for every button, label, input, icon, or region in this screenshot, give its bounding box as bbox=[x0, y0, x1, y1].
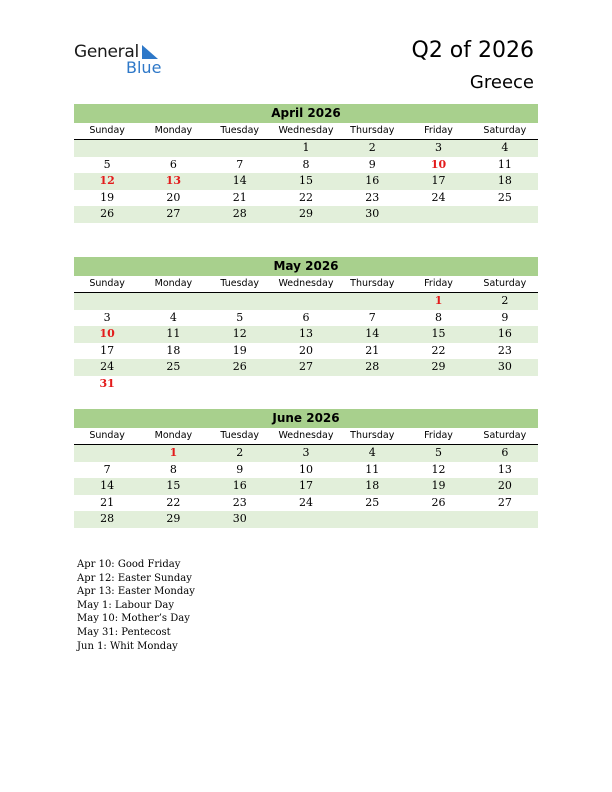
week-row bbox=[74, 293, 538, 310]
weekday-label: Wednesday bbox=[278, 430, 334, 441]
month-title: June 2026 bbox=[74, 409, 538, 428]
date-cell: 4 bbox=[501, 141, 509, 154]
date-cell bbox=[405, 511, 471, 528]
weekday-label: Tuesday bbox=[220, 430, 260, 441]
date-cell: 20 bbox=[298, 343, 313, 357]
date-cell: 18 bbox=[365, 479, 380, 492]
date-cell bbox=[472, 511, 538, 528]
date-cell: 12 bbox=[232, 327, 247, 340]
date-cell bbox=[405, 206, 471, 223]
weekday-label: Monday bbox=[154, 430, 193, 441]
date-cell: 3 bbox=[435, 141, 443, 154]
holiday-entry: Apr 13: Easter Monday bbox=[77, 586, 195, 598]
date-cell: 11 bbox=[497, 157, 512, 171]
date-cell bbox=[74, 140, 140, 157]
week-row bbox=[74, 445, 538, 462]
date-cell bbox=[140, 293, 206, 310]
date-cell: 11 bbox=[365, 462, 380, 476]
holiday-date-cell: 1 bbox=[169, 446, 178, 459]
date-cell: 8 bbox=[302, 157, 310, 171]
date-cell: 24 bbox=[298, 495, 313, 509]
date-cell: 26 bbox=[431, 495, 446, 509]
date-cell bbox=[472, 206, 538, 223]
holiday-entry: Apr 12: Easter Sunday bbox=[77, 572, 192, 584]
holiday-date-cell: 10 bbox=[99, 327, 115, 340]
date-cell: 17 bbox=[431, 174, 446, 187]
date-cell: 2 bbox=[368, 141, 376, 154]
weekday-label: Saturday bbox=[483, 430, 527, 441]
weekday-label: Thursday bbox=[350, 430, 395, 441]
date-cell: 4 bbox=[169, 310, 177, 324]
weekday-label: Sunday bbox=[89, 430, 125, 441]
date-cell bbox=[405, 376, 471, 393]
date-cell: 10 bbox=[298, 462, 313, 476]
week-row bbox=[74, 511, 538, 528]
date-cell: 27 bbox=[166, 207, 181, 220]
date-cell: 9 bbox=[236, 462, 244, 476]
holiday-entry: May 31: Pentecost bbox=[77, 626, 171, 638]
date-cell: 8 bbox=[169, 462, 177, 476]
date-cell bbox=[339, 293, 405, 310]
week-row bbox=[74, 462, 538, 479]
date-cell bbox=[339, 511, 405, 528]
date-cell: 29 bbox=[166, 512, 181, 525]
holiday-date-cell: 12 bbox=[99, 174, 115, 187]
date-cell: 15 bbox=[298, 174, 313, 187]
date-cell: 19 bbox=[100, 190, 115, 204]
date-cell: 30 bbox=[232, 512, 247, 525]
holiday-entry: May 10: Mother’s Day bbox=[77, 613, 190, 625]
date-cell bbox=[74, 445, 140, 462]
weekday-label: Friday bbox=[424, 278, 453, 289]
date-cell: 22 bbox=[298, 190, 313, 204]
weekday-label: Friday bbox=[424, 125, 453, 136]
week-row bbox=[74, 310, 538, 327]
month-calendar bbox=[74, 257, 538, 392]
holiday-entry: Apr 10: Good Friday bbox=[77, 559, 181, 570]
month-calendar bbox=[74, 104, 538, 223]
date-cell: 14 bbox=[365, 327, 380, 340]
date-cell: 18 bbox=[497, 174, 512, 187]
date-cell bbox=[273, 293, 339, 310]
date-cell: 26 bbox=[232, 360, 247, 373]
date-cell: 27 bbox=[497, 495, 512, 509]
weekday-header-row bbox=[74, 276, 538, 293]
holiday-entry: May 1: Labour Day bbox=[77, 599, 174, 611]
date-cell: 21 bbox=[100, 495, 115, 509]
holiday-entry: Jun 1: Whit Monday bbox=[77, 640, 178, 652]
week-row bbox=[74, 376, 538, 393]
date-cell: 11 bbox=[166, 327, 181, 340]
week-row bbox=[74, 157, 538, 174]
date-cell: 6 bbox=[302, 310, 310, 324]
week-row bbox=[74, 359, 538, 376]
month-title: May 2026 bbox=[74, 257, 538, 276]
date-cell: 15 bbox=[166, 479, 181, 492]
date-cell: 4 bbox=[368, 446, 376, 459]
weekday-header-row bbox=[74, 428, 538, 445]
date-cell: 22 bbox=[431, 343, 446, 357]
date-cell: 1 bbox=[302, 141, 310, 154]
week-row bbox=[74, 495, 538, 512]
date-cell: 30 bbox=[365, 207, 380, 220]
date-cell: 25 bbox=[365, 495, 380, 509]
date-cell: 20 bbox=[497, 479, 512, 492]
date-cell: 19 bbox=[431, 479, 446, 492]
date-cell: 24 bbox=[431, 190, 446, 204]
page-title: Q2 of 2026 bbox=[411, 38, 534, 63]
weekday-label: Wednesday bbox=[278, 125, 334, 136]
weekday-label: Saturday bbox=[483, 125, 527, 136]
date-cell bbox=[207, 293, 273, 310]
date-cell: 25 bbox=[166, 360, 181, 373]
weekday-label: Tuesday bbox=[220, 278, 260, 289]
weekday-label: Thursday bbox=[350, 278, 395, 289]
week-row bbox=[74, 478, 538, 495]
logo-text-general: General bbox=[74, 42, 139, 62]
date-cell: 15 bbox=[431, 327, 446, 340]
weekday-label: Sunday bbox=[89, 278, 125, 289]
date-cell: 5 bbox=[435, 446, 443, 459]
date-cell: 23 bbox=[365, 190, 380, 204]
date-cell bbox=[140, 376, 206, 393]
date-cell: 16 bbox=[365, 174, 380, 187]
month-title: April 2026 bbox=[74, 104, 538, 123]
weekday-label: Thursday bbox=[350, 125, 395, 136]
date-cell: 5 bbox=[236, 310, 244, 324]
date-cell: 14 bbox=[100, 479, 115, 492]
date-cell: 17 bbox=[100, 343, 115, 357]
date-cell: 23 bbox=[497, 343, 512, 357]
date-cell: 22 bbox=[166, 495, 181, 509]
weekday-label: Wednesday bbox=[278, 278, 334, 289]
date-cell: 6 bbox=[501, 446, 509, 459]
date-cell bbox=[207, 376, 273, 393]
date-cell: 25 bbox=[497, 190, 512, 204]
date-cell: 12 bbox=[431, 462, 446, 476]
date-cell: 7 bbox=[368, 310, 376, 324]
brand-logo bbox=[74, 42, 194, 78]
date-cell: 18 bbox=[166, 343, 181, 357]
date-cell: 19 bbox=[232, 343, 247, 357]
date-cell: 5 bbox=[103, 157, 111, 171]
date-cell: 13 bbox=[497, 462, 512, 476]
date-cell: 9 bbox=[501, 310, 509, 324]
date-cell: 16 bbox=[232, 479, 247, 492]
weekday-label: Sunday bbox=[89, 125, 125, 136]
date-cell: 21 bbox=[232, 190, 247, 204]
week-row bbox=[74, 140, 538, 157]
week-row bbox=[74, 326, 538, 343]
logo-text-blue: Blue bbox=[126, 58, 162, 77]
holiday-date-cell: 10 bbox=[430, 157, 447, 171]
date-cell bbox=[273, 511, 339, 528]
date-cell bbox=[74, 293, 140, 310]
date-cell: 28 bbox=[365, 360, 380, 373]
date-cell: 9 bbox=[368, 157, 376, 171]
date-cell: 20 bbox=[166, 190, 181, 204]
date-cell: 29 bbox=[431, 360, 446, 373]
date-cell: 7 bbox=[103, 462, 111, 476]
week-row bbox=[74, 190, 538, 207]
date-cell: 28 bbox=[232, 207, 247, 220]
date-cell bbox=[273, 376, 339, 393]
date-cell: 24 bbox=[100, 360, 115, 373]
week-row bbox=[74, 173, 538, 190]
date-cell: 16 bbox=[497, 327, 512, 340]
date-cell bbox=[339, 376, 405, 393]
date-cell: 7 bbox=[236, 157, 244, 171]
date-cell: 21 bbox=[365, 343, 380, 357]
date-cell: 2 bbox=[501, 294, 509, 307]
date-cell bbox=[140, 140, 206, 157]
week-row bbox=[74, 206, 538, 223]
date-cell: 3 bbox=[103, 310, 111, 324]
date-cell bbox=[472, 376, 538, 393]
date-cell: 17 bbox=[298, 479, 313, 492]
date-cell: 23 bbox=[232, 495, 247, 509]
holiday-date-cell: 31 bbox=[99, 376, 115, 390]
date-cell: 3 bbox=[302, 446, 310, 459]
date-cell: 29 bbox=[298, 207, 313, 220]
date-cell: 30 bbox=[497, 360, 512, 373]
weekday-label: Monday bbox=[154, 125, 193, 136]
weekday-label: Friday bbox=[424, 430, 453, 441]
date-cell: 27 bbox=[298, 360, 313, 373]
country-name: Greece bbox=[469, 72, 534, 93]
date-cell: 6 bbox=[169, 157, 177, 171]
month-calendar bbox=[74, 409, 538, 528]
holiday-list bbox=[77, 558, 195, 653]
holiday-date-cell: 1 bbox=[434, 294, 443, 307]
date-cell: 8 bbox=[435, 310, 443, 324]
weekday-label: Monday bbox=[154, 278, 193, 289]
weekday-label: Saturday bbox=[483, 278, 527, 289]
date-cell bbox=[207, 140, 273, 157]
date-cell: 13 bbox=[298, 327, 313, 340]
date-cell: 14 bbox=[232, 174, 247, 187]
weekday-header-row bbox=[74, 123, 538, 140]
date-cell: 28 bbox=[100, 512, 115, 525]
week-row bbox=[74, 343, 538, 360]
date-cell: 2 bbox=[236, 446, 244, 459]
holiday-date-cell: 13 bbox=[165, 174, 182, 187]
date-cell: 26 bbox=[100, 207, 115, 220]
weekday-label: Tuesday bbox=[220, 125, 260, 136]
